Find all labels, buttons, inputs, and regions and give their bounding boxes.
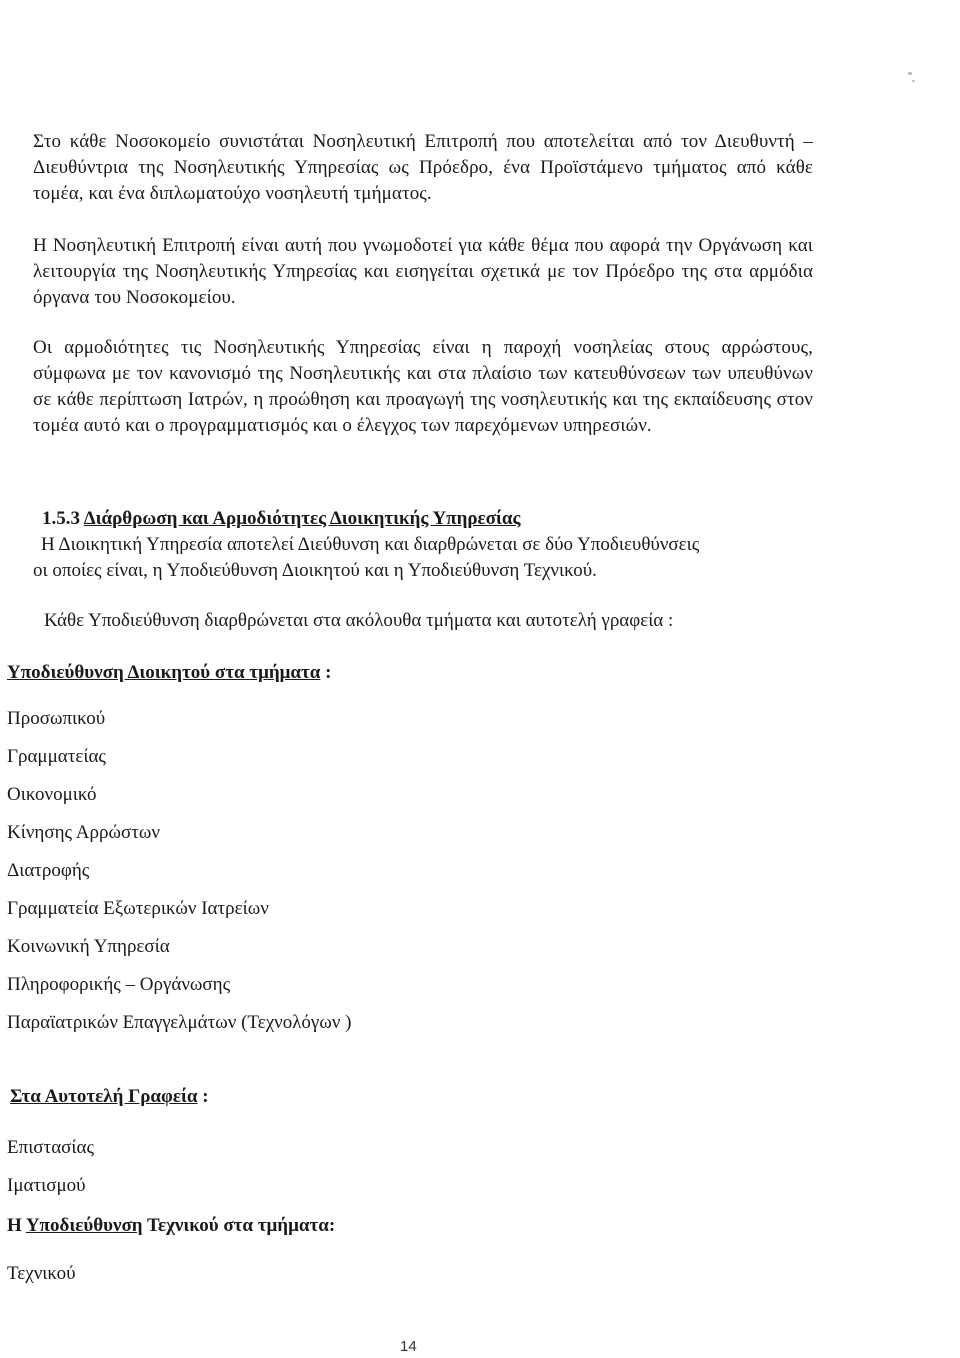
paragraph-nursing-committee: Στο κάθε Νοσοκομείο συνιστάται Νοσηλευτική Επιτροπή που αποτελείται από τον Διευθυντή – Διευθύντρια της Νοσηλευτικής Υπηρεσίας ως Πρόεδρο, ένα Προϊστάμενο τμήματος από κάθε τομέα, και ένα διπλωματούχο νοσηλευτή τμήματος.: [33, 131, 813, 204]
list-item: Κίνησης Αρρώστων: [7, 822, 160, 843]
list-item: Ιματισμού: [7, 1175, 86, 1196]
structure-note: Κάθε Υποδιεύθυνση διαρθρώνεται στα ακόλουθα τμήματα και αυτοτελή γραφεία :: [44, 610, 674, 631]
admin-departments-list: [7, 706, 352, 1048]
technical-heading-underlined: Υποδιεύθυνση: [25, 1215, 143, 1236]
independent-offices-list: [7, 1135, 94, 1211]
independent-offices-heading-text: Στα Αυτοτελή Γραφεία: [10, 1086, 198, 1107]
technical-heading-rest: Τεχνικού στα τμήματα:: [142, 1215, 336, 1236]
scan-speck: [912, 80, 915, 82]
independent-offices-heading-colon: :: [197, 1086, 209, 1107]
admin-subdirectorate-heading-colon: :: [320, 662, 332, 683]
admin-subdirectorate-heading: [7, 660, 331, 686]
page-number: 14: [400, 1338, 417, 1355]
section-intro-line-1: Η Διοικητική Υπηρεσία αποτελεί Διεύθυνση και διαρθρώνεται σε δύο Υποδιευθύνσεις: [41, 534, 700, 555]
technical-heading-prefix: Η: [7, 1215, 26, 1236]
section-number: 1.5.3: [42, 508, 80, 529]
list-item: Πληροφορικής – Οργάνωσης: [7, 974, 231, 995]
scan-speck: [908, 72, 912, 75]
list-item: Κοινωνική Υπηρεσία: [7, 936, 170, 957]
technical-subdirectorate-heading: [7, 1213, 335, 1239]
paragraph-nursing-responsibilities: Οι αρμοδιότητες τις Νοσηλευτικής Υπηρεσίας είναι η παροχή νοσηλείας στους αρρώστους, σύμφωνα με τον κανονισμό της Νοσηλευτικής και στα πλαίσιο των κατευθύνσεων των υπευθύνων σε κάθε περίπτωση Ιατρών, η προώθηση και προαγωγή της νοσηλευτικής και της εκπαίδευσης στον τομέα αυτό και ο προγραμματισμός και ο έλεγχος των παρεχόμενων υπηρεσιών.: [33, 337, 813, 436]
list-item: Διατροφής: [7, 860, 90, 881]
list-item: Προσωπικού: [7, 708, 106, 729]
list-item: Τεχνικού: [7, 1263, 76, 1284]
list-item: Επιστασίας: [7, 1137, 94, 1158]
technical-departments-list: [7, 1261, 75, 1287]
list-item: Παραϊατρικών Επαγγελμάτων (Τεχνολόγων ): [7, 1012, 352, 1033]
independent-offices-heading: [10, 1084, 209, 1110]
section-title: Διάρθρωση και Αρμοδιότητες Διοικητικής Υπηρεσίας: [83, 508, 521, 529]
admin-subdirectorate-heading-text: Υποδιεύθυνση Διοικητού στα τμήματα: [7, 662, 321, 683]
section-intro-line-2: οι οποίες είναι, η Υποδιεύθυνση Διοικητού και η Υποδιεύθυνση Τεχνικού.: [33, 560, 597, 581]
list-item: Οικονομικό: [7, 784, 97, 805]
paragraph-committee-role: Η Νοσηλευτική Επιτροπή είναι αυτή που γνωμοδοτεί για κάθε θέμα που αφορά την Οργάνωση και λειτουργία της Νοσηλευτικής Υπηρεσίας και εισηγείται σχετικά με τον Πρόεδρο της στα αρμόδια όργανα του Νοσοκομείου.: [33, 235, 813, 308]
list-item: Γραμματείας: [7, 746, 106, 767]
list-item: Γραμματεία Εξωτερικών Ιατρείων: [7, 898, 269, 919]
section-heading: [33, 506, 823, 532]
section-intro: [33, 532, 823, 584]
